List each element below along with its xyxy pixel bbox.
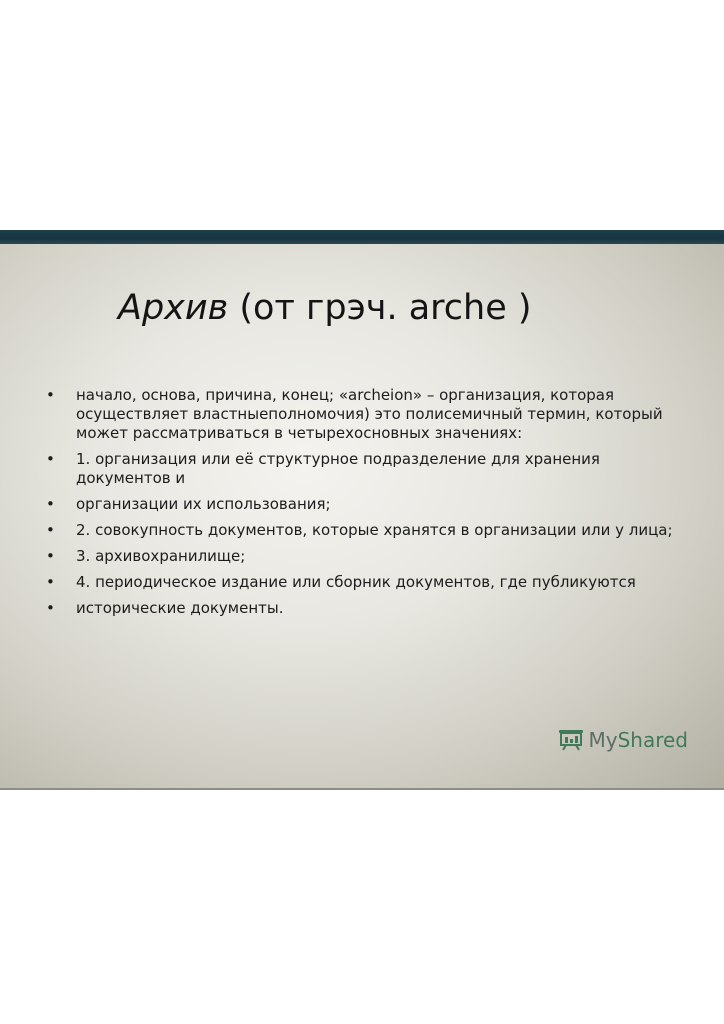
bullet-dot: •: [46, 386, 55, 404]
bullet-item: [46, 495, 686, 514]
bullet-text: организации их использования;: [76, 495, 331, 513]
bullet-item: [46, 573, 686, 592]
slide-title-rest: (от грэч. arche ): [228, 288, 532, 328]
bullet-text: исторические документы.: [76, 599, 284, 617]
bullet-item: [46, 599, 686, 618]
slide-top-bar: [0, 230, 724, 244]
myshared-logo: [558, 728, 688, 752]
bullet-dot: •: [46, 599, 55, 617]
bullet-text: 4. периодическое издание или сборник документов, где публикуются: [76, 573, 636, 591]
slide: [0, 230, 724, 790]
bullet-dot: •: [46, 450, 55, 468]
bullet-item: [46, 547, 686, 566]
bullet-dot: •: [46, 547, 55, 565]
presentation-board-icon: [558, 729, 584, 751]
bullet-dot: •: [46, 495, 55, 513]
bullet-text: 1. организация или её структурное подразделение для хранения документов и: [76, 450, 600, 487]
slide-title-italic: Архив: [118, 288, 229, 328]
bullet-item: [46, 386, 686, 443]
logo-text-my: My: [588, 728, 618, 752]
bullet-text: начало, основа, причина, конец; «archeion» – организация, которая осуществляет властныеполномочия) это полисемичный термин, который может рассматриваться в четырехосновных значениях:: [76, 386, 663, 442]
bullet-list: [46, 386, 686, 625]
bullet-item: [46, 521, 686, 540]
bullet-text: 2. совокупность документов, которые хранятся в организации или у лица;: [76, 521, 673, 539]
bullet-item: [46, 450, 686, 488]
slide-title: [118, 288, 678, 328]
bullet-dot: •: [46, 573, 55, 591]
bullet-dot: •: [46, 521, 55, 539]
bullet-text: 3. архивохранилище;: [76, 547, 246, 565]
logo-text-shared: Shared: [617, 728, 688, 752]
